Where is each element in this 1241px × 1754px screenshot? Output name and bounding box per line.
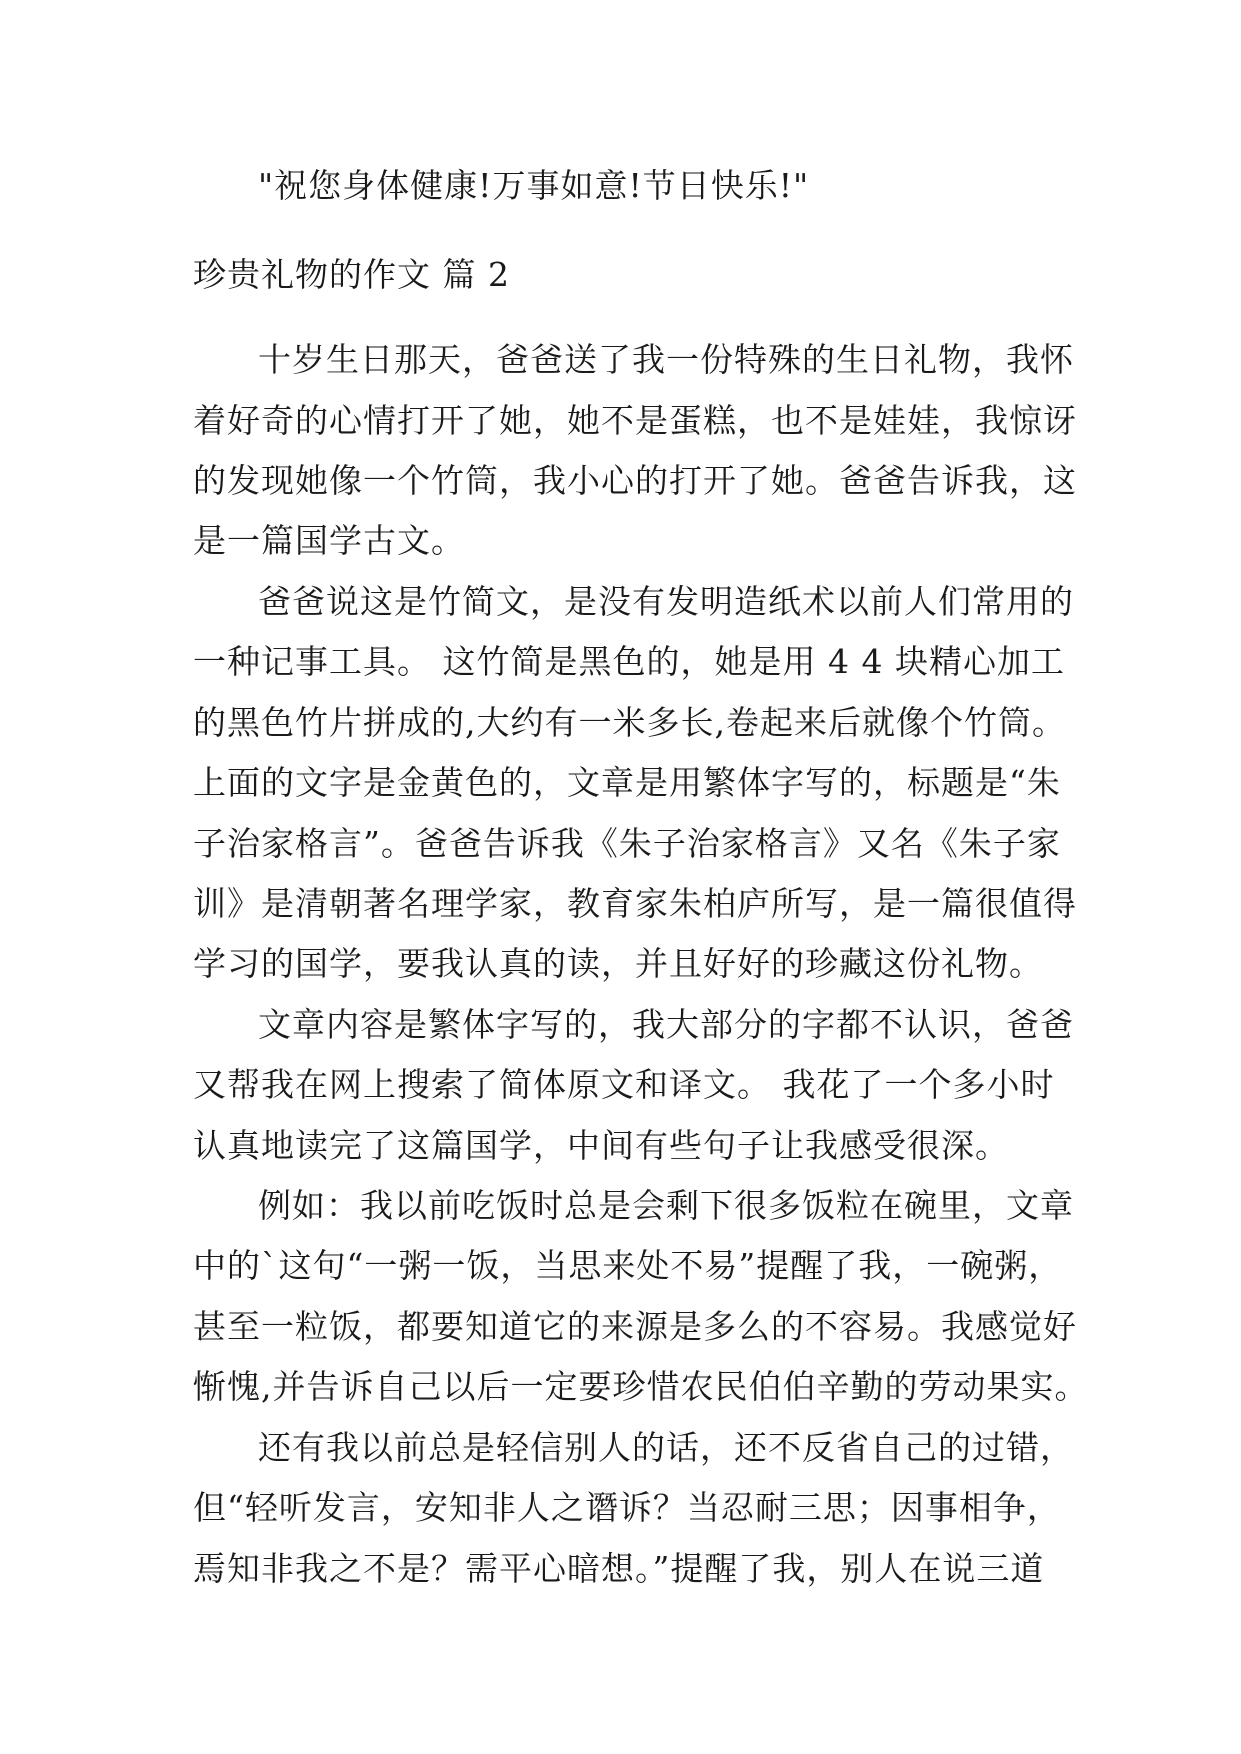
paragraph-line: 但“轻听发言，安知非人之谮诉？当忍耐三思；因事相争，: [193, 1488, 1061, 1527]
paragraph-line: 中的`这句“一粥一饭，当思来处不易”提醒了我，一碗粥，: [193, 1246, 1063, 1285]
paragraph-line: 例如：我以前吃饭时总是会剩下很多饭粒在碗里，文章: [258, 1186, 1074, 1225]
paragraph-line: 甚至一粒饭，都要知道它的来源是多么的不容易。我感觉好: [193, 1307, 1077, 1346]
paragraph-line: 的黑色竹片拼成的,大约有一米多长,卷起来后就像个竹筒。: [193, 703, 1066, 742]
paragraph-line: 文章内容是繁体字写的，我大部分的字都不认识，爸爸: [258, 1005, 1074, 1044]
paragraph-line: 又帮我在网上搜索了简体原文和译文。 我花了一个多小时: [193, 1065, 1055, 1104]
paragraph-line: 认真地读完了这篇国学，中间有些句子让我感受很深。: [193, 1126, 1009, 1165]
paragraph-line: 子治家格言”。爸爸告诉我《朱子治家格言》又名《朱子家: [193, 824, 1061, 863]
paragraph-line: 训》是清朝著名理学家，教育家朱柏庐所写，是一篇很值得: [193, 884, 1077, 923]
paragraph-line: 着好奇的心情打开了她，她不是蛋糕，也不是娃娃，我惊讶: [193, 401, 1077, 440]
paragraph-line: 学习的国学，要我认真的读，并且好好的珍藏这份礼物。: [193, 944, 1043, 983]
paragraph-line: 上面的文字是金黄色的，文章是用繁体字写的，标题是“朱: [193, 763, 1061, 802]
paragraph-line: 的发现她像一个竹筒，我小心的打开了她。爸爸告诉我，这: [193, 461, 1077, 500]
paragraph-line: 焉知非我之不是？需平心暗想。”提醒了我，别人在说三道: [193, 1549, 1045, 1588]
paragraph-line: 爸爸说这是竹简文，是没有发明造纸术以前人们常用的: [258, 582, 1074, 621]
paragraph-line: 惭愧,并告诉自己以后一定要珍惜农民伯伯辛勤的劳动果实。: [193, 1367, 1089, 1406]
closing-wish: "祝您身体健康!万事如意!节日快乐!": [258, 166, 810, 205]
section-heading: 珍贵礼物的作文 篇 2: [193, 255, 510, 294]
paragraph-line: 一种记事工具。 这竹简是黑色的，她是用 4 4 块精心加工: [193, 642, 1065, 681]
paragraph-line: 是一篇国学古文。: [193, 521, 465, 560]
paragraph-line: 还有我以前总是轻信别人的话，还不反省自己的过错，: [258, 1428, 1074, 1467]
paragraph-line: 十岁生日那天，爸爸送了我一份特殊的生日礼物，我怀: [258, 340, 1074, 379]
